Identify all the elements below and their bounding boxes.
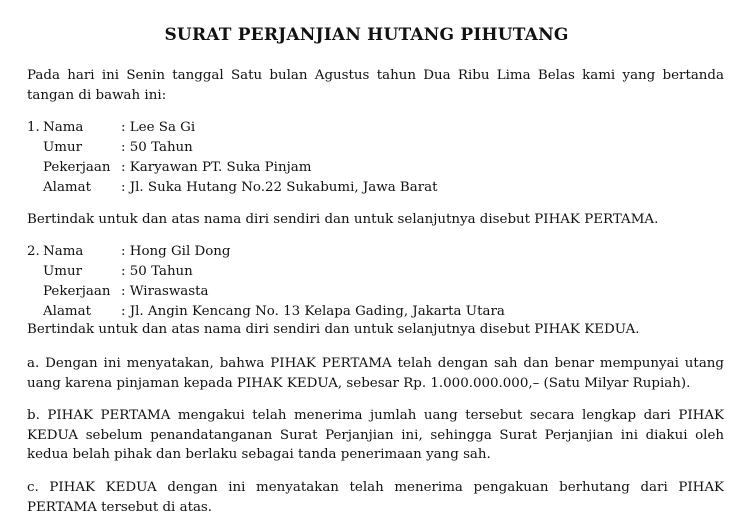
party2-number: 2.	[27, 244, 40, 259]
party2-job-label: Pekerjaan	[43, 284, 111, 299]
party1-address-value: : Jl. Suka Hutang No.22 Sukabumi, Jawa Barat	[121, 180, 438, 195]
party1-address-label: Alamat	[43, 180, 91, 195]
party1-name-value: : Lee Sa Gi	[121, 120, 196, 135]
party1-address-row	[27, 178, 724, 198]
party1-age-value: : 50 Tahun	[121, 140, 193, 155]
party2-address-row	[27, 302, 724, 322]
party2-name-value: : Hong Gil Dong	[121, 244, 231, 259]
party2-job-row	[27, 282, 724, 302]
clause-a: a. Dengan ini menyatakan, bahwa PIHAK PERTAMA telah dengan sah dan benar mempunyai utang uang karena pinjaman kepada PIHAK KEDUA, sebesar Rp. 1.000.000.000,– (Satu Milyar Rupiah).	[27, 356, 724, 391]
party2-age-value: : 50 Tahun	[121, 264, 193, 279]
party1-number: 1.	[27, 120, 40, 135]
party2-age-row	[27, 262, 724, 282]
party1-name-label: Nama	[43, 120, 84, 135]
party2-age-label: Umur	[43, 264, 83, 279]
party1-role-statement: Bertindak untuk dan atas nama diri sendiri dan untuk selanjutnya disebut PIHAK PERTAMA.	[27, 212, 659, 227]
party2-address-label: Alamat	[43, 304, 91, 319]
party2-address-value: : Jl. Angin Kencang No. 13 Kelapa Gading, Jakarta Utara	[121, 304, 505, 319]
party2-job-value: : Wiraswasta	[121, 284, 209, 299]
clause-b: b. PIHAK PERTAMA mengakui telah menerima jumlah uang tersebut secara lengkap dari PIHAK KEDUA sebelum penandatanganan Surat Perjanjian ini, sehingga Surat Perjanjian ini diakui oleh kedua belah pihak dan berlaku sebagai tanda penerimaan yang sah.	[27, 408, 724, 462]
party1-job-row	[27, 158, 724, 178]
document-title: SURAT PERJANJIAN HUTANG PIHUTANG	[164, 25, 569, 45]
party2-name-row	[27, 242, 724, 262]
party2-role-statement: Bertindak untuk dan atas nama diri sendiri dan untuk selanjutnya disebut PIHAK KEDUA.	[27, 322, 640, 337]
intro-paragraph: Pada hari ini Senin tanggal Satu bulan Agustus tahun Dua Ribu Lima Belas kami yang bertanda tangan di bawah ini:	[27, 68, 724, 103]
clause-c: c. PIHAK KEDUA dengan ini menyatakan telah menerima pengakuan berhutang dari PIHAK PERTAMA tersebut di atas.	[27, 480, 724, 515]
party1-job-label: Pekerjaan	[43, 160, 111, 175]
party1-job-value: : Karyawan PT. Suka Pinjam	[121, 160, 312, 175]
party1-age-row	[27, 138, 724, 158]
party1-name-row	[27, 118, 724, 138]
party1-age-label: Umur	[43, 140, 83, 155]
party2-name-label: Nama	[43, 244, 84, 259]
